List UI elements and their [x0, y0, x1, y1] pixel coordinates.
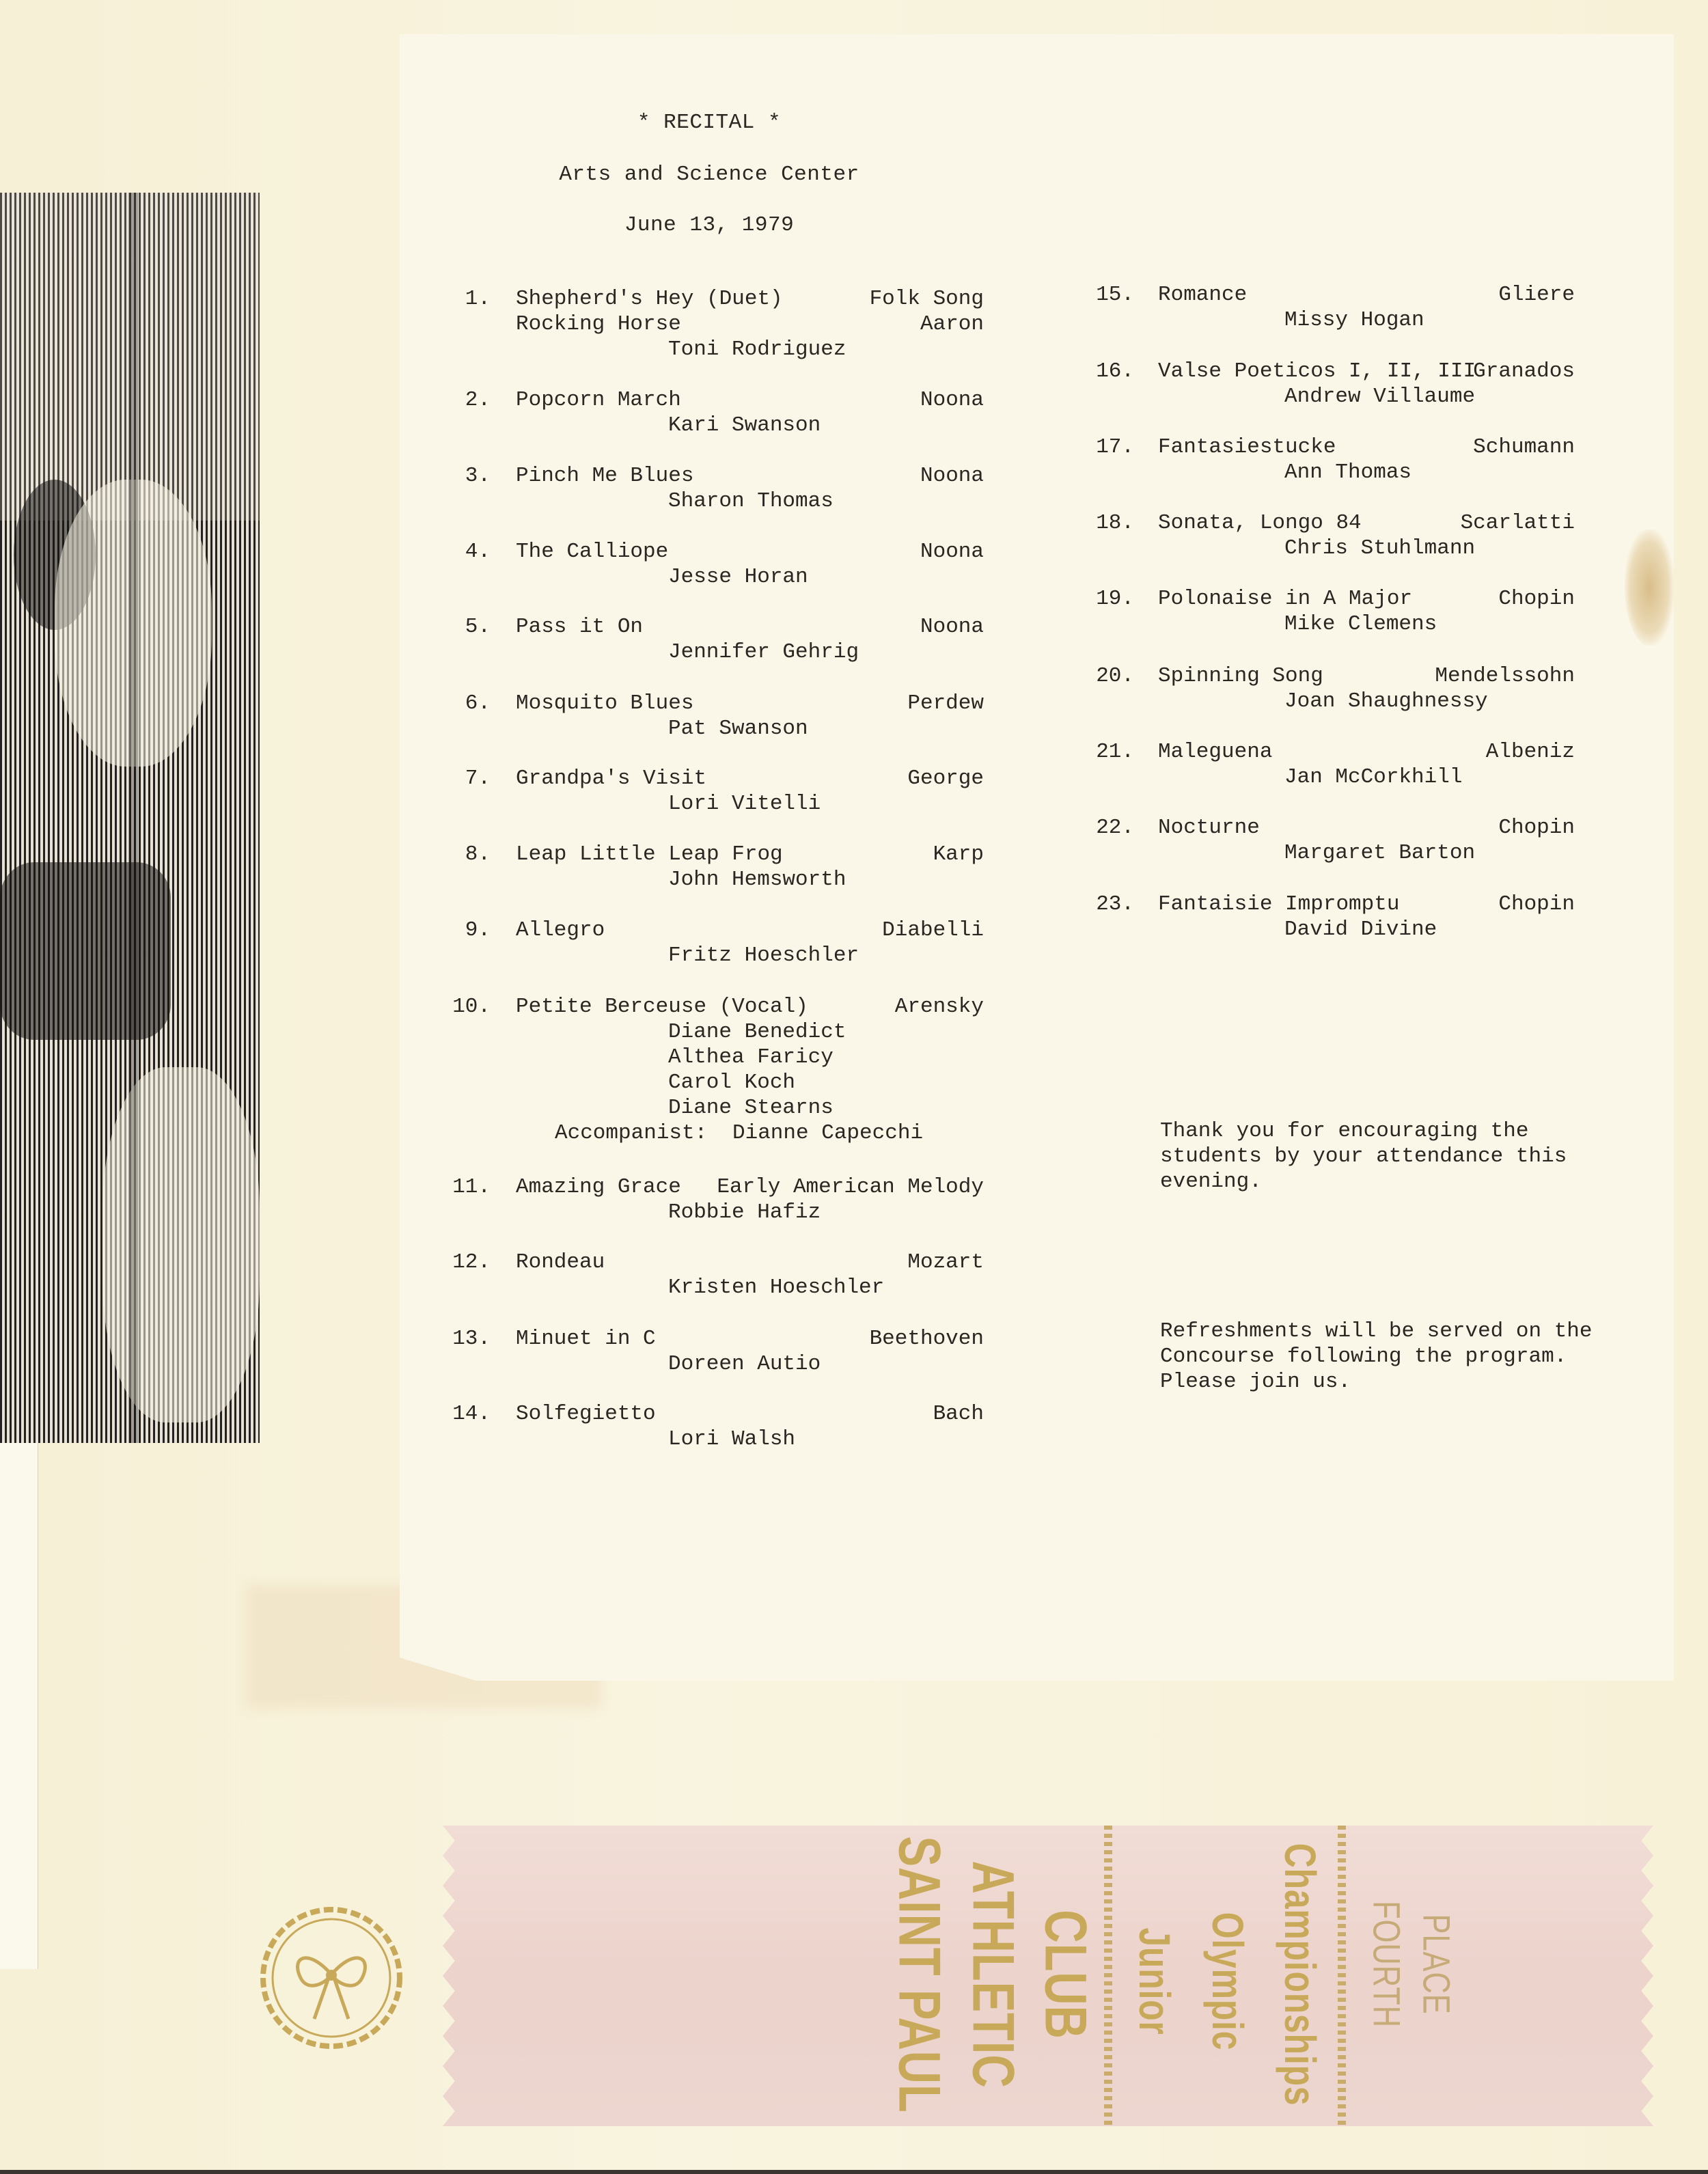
item-number: 23.	[1096, 892, 1134, 916]
item-title: Spinning Song	[1158, 664, 1323, 688]
page-edge	[0, 2170, 1708, 2174]
item-performer: Jan McCorkhill	[1284, 765, 1463, 789]
bow-wreath-emblem-icon	[253, 1899, 410, 2056]
item-title: Fantasiestucke	[1158, 435, 1336, 459]
item-title: Polonaise in A Major	[1158, 587, 1413, 611]
item-number: 7.	[465, 767, 491, 790]
item-performer: Missy Hogan	[1284, 308, 1424, 332]
item-composer: Chopin	[1498, 816, 1575, 840]
item-composer: Gliere	[1498, 283, 1575, 307]
ribbon-stitching	[1338, 1826, 1346, 2126]
item-performer: Diane Stearns	[668, 1096, 834, 1120]
item-composer: Early American Melody	[717, 1175, 984, 1199]
item-performer: Mike Clemens	[1284, 612, 1437, 636]
item-composer: Schumann	[1473, 435, 1575, 459]
item-title: Sonata, Longo 84	[1158, 511, 1362, 535]
item-composer: Scarlatti	[1460, 511, 1575, 535]
item-title: Shepherd's Hey (Duet)	[516, 287, 783, 311]
item-title: Valse Poeticos I, II, III	[1158, 359, 1476, 383]
item-performer: Kristen Hoeschler	[668, 1276, 885, 1299]
item-performer: Lori Vitelli	[668, 792, 821, 816]
item-number: 14.	[452, 1402, 491, 1426]
item-title: Mosquito Blues	[516, 691, 694, 715]
item-composer: Karp	[933, 842, 984, 866]
item-title: Maleguena	[1158, 740, 1273, 764]
ribbon-club-line3: CLUB	[1032, 1910, 1099, 2039]
ribbon-place-line2: PLACE	[1415, 1914, 1459, 2015]
item-number: 21.	[1096, 740, 1134, 764]
ribbon-event-line1: Junior	[1130, 1927, 1179, 2035]
item-number: 3.	[465, 464, 491, 488]
item-performer: Sharon Thomas	[668, 489, 834, 513]
item-performer: Robbie Hafiz	[668, 1200, 821, 1224]
item-composer: Folk Song	[869, 287, 984, 311]
item-number: 5.	[465, 615, 491, 639]
item-title: Amazing Grace	[516, 1175, 681, 1199]
item-composer: Albeniz	[1485, 740, 1575, 764]
newspaper-photo	[0, 193, 260, 1443]
item-number: 6.	[465, 691, 491, 715]
ribbon-event-line2: Olympic	[1203, 1912, 1252, 2051]
item-title: Solfegietto	[516, 1402, 656, 1426]
item-number: 10.	[452, 995, 491, 1019]
item-composer: Noona	[920, 615, 984, 639]
item-performer: John Hemsworth	[668, 868, 846, 892]
refreshments-note: Refreshments will be served on the Concourse following the program. Please join us.	[1160, 1319, 1593, 1394]
item-performer: Diane Benedict	[668, 1020, 846, 1044]
item-number: 20.	[1096, 664, 1134, 688]
item-composer: Noona	[920, 464, 984, 488]
item-number: 13.	[452, 1327, 491, 1351]
item-number: 12.	[452, 1250, 491, 1274]
item-title: Pass it On	[516, 615, 644, 639]
item-composer: Aaron	[920, 312, 984, 336]
item-number: 19.	[1096, 587, 1134, 611]
item-composer: Chopin	[1498, 892, 1575, 916]
photo-backing	[0, 1443, 38, 1969]
item-number: 22.	[1096, 816, 1134, 840]
ribbon-stitching	[1104, 1826, 1112, 2126]
program-title: * RECITAL *	[637, 111, 782, 135]
item-title: Allegro	[516, 918, 605, 942]
item-performer: Joan Shaughnessy	[1284, 689, 1488, 713]
item-performer: Ann Thomas	[1284, 460, 1412, 484]
program-venue: Arts and Science Center	[559, 163, 859, 187]
stain	[1625, 529, 1674, 646]
item-number: 2.	[465, 388, 491, 412]
ribbon-place-line1: FOURTH	[1365, 1901, 1409, 2028]
item-performer: Margaret Barton	[1284, 841, 1476, 865]
item-title: Pinch Me Blues	[516, 464, 694, 488]
accompanist-name: Dianne Capecchi	[732, 1121, 924, 1145]
item-title: Leap Little Leap Frog	[516, 842, 783, 866]
thanks-note: Thank you for encouraging the students by your attendance this evening.	[1160, 1119, 1567, 1194]
item-performer: Carol Koch	[668, 1071, 796, 1095]
item-performer: Jennifer Gehrig	[668, 640, 859, 664]
program-date: June 13, 1979	[624, 213, 795, 237]
item-title: Nocturne	[1158, 816, 1260, 840]
item-title: Minuet in C	[516, 1327, 656, 1351]
item-performer: Jesse Horan	[668, 565, 808, 589]
item-performer: Doreen Autio	[668, 1352, 821, 1376]
item-composer: Noona	[920, 388, 984, 412]
accompanist-label: Accompanist:	[555, 1121, 708, 1145]
item-composer: Mozart	[907, 1250, 984, 1274]
item-title: Grandpa's Visit	[516, 767, 707, 790]
item-number: 17.	[1096, 435, 1134, 459]
item-performer: Fritz Hoeschler	[668, 944, 859, 967]
item-title: Rocking Horse	[516, 312, 681, 336]
item-performer: Toni Rodriguez	[668, 338, 846, 361]
item-composer: Granados	[1473, 359, 1575, 383]
item-composer: Bach	[933, 1402, 984, 1426]
item-number: 8.	[465, 842, 491, 866]
item-performer: Pat Swanson	[668, 717, 808, 741]
item-composer: Chopin	[1498, 587, 1575, 611]
item-number: 11.	[452, 1175, 491, 1199]
item-composer: Mendelssohn	[1435, 664, 1575, 688]
item-title: Rondeau	[516, 1250, 605, 1274]
item-title: Popcorn March	[516, 388, 681, 412]
item-number: 1.	[465, 287, 491, 311]
item-performer: Althea Faricy	[668, 1045, 834, 1069]
item-title: Romance	[1158, 283, 1248, 307]
item-title: Fantaisie Impromptu	[1158, 892, 1400, 916]
item-number: 15.	[1096, 283, 1134, 307]
item-composer: Diabelli	[882, 918, 984, 942]
item-title: The Calliope	[516, 540, 669, 564]
item-performer: Lori Walsh	[668, 1427, 796, 1451]
item-number: 9.	[465, 918, 491, 942]
item-title: Petite Berceuse (Vocal)	[516, 995, 808, 1019]
item-performer: Chris Stuhlmann	[1284, 536, 1476, 560]
item-composer: Noona	[920, 540, 984, 564]
item-number: 16.	[1096, 359, 1134, 383]
item-performer: David Divine	[1284, 918, 1437, 941]
item-composer: Arensky	[894, 995, 984, 1019]
item-number: 18.	[1096, 511, 1134, 535]
ribbon-club-line1: SAINT PAUL	[886, 1836, 952, 2113]
ribbon-event-line3: Championships	[1276, 1843, 1325, 2106]
item-performer: Kari Swanson	[668, 413, 821, 437]
item-composer: Perdew	[907, 691, 984, 715]
item-performer: Andrew Villaume	[1284, 385, 1476, 409]
item-composer: Beethoven	[869, 1327, 984, 1351]
item-number: 4.	[465, 540, 491, 564]
ribbon-club-line2: ATHLETIC	[960, 1860, 1026, 2089]
item-composer: George	[907, 767, 984, 790]
